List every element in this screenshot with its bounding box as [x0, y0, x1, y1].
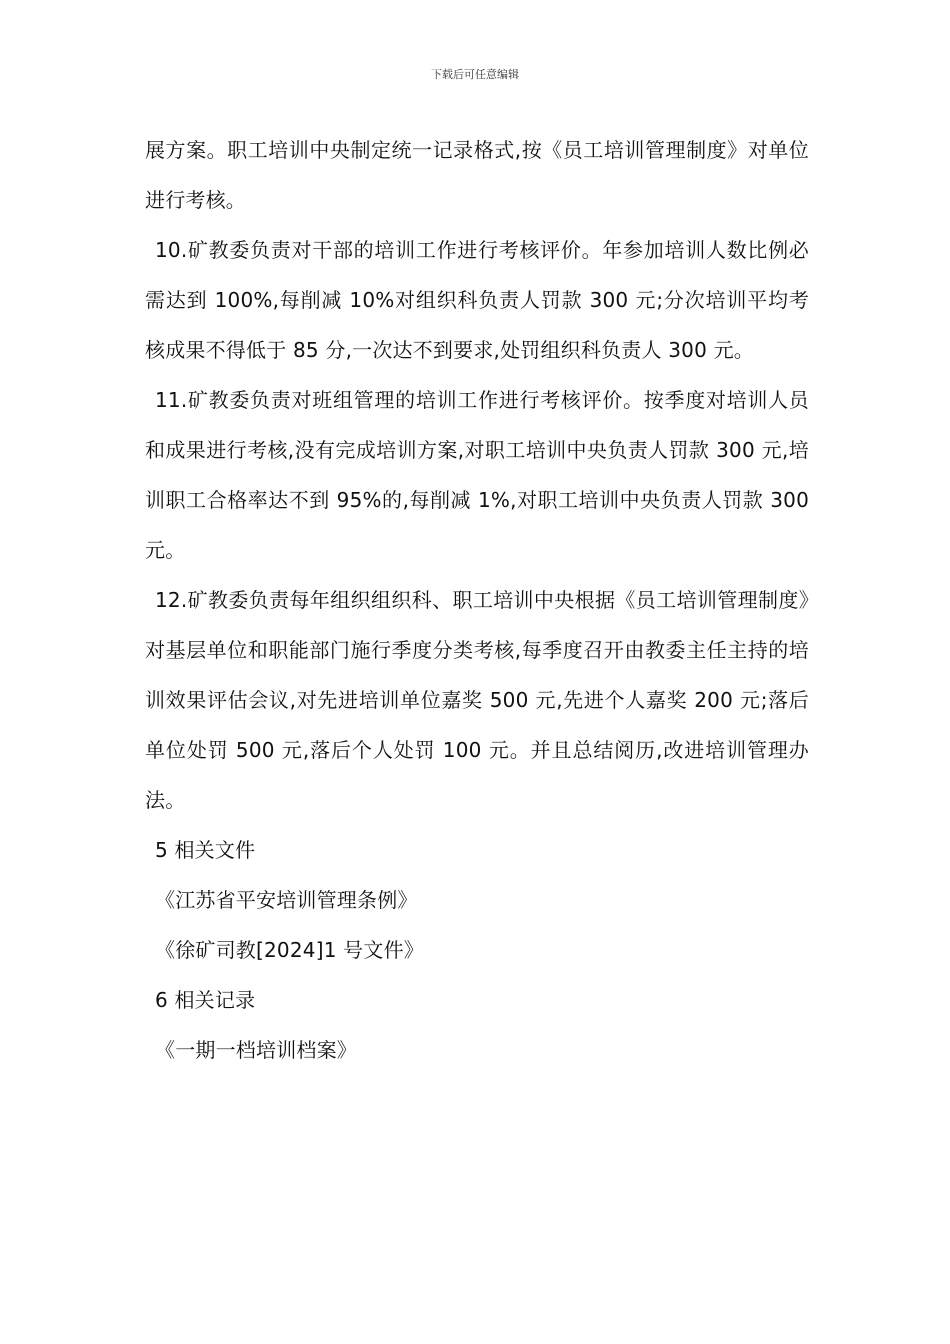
section-5-document-2: 《徐矿司教[2024]1 号文件》 [155, 938, 424, 962]
paragraph-item-11: 11.矿教委负责对班组管理的培训工作进行考核评价。按季度对培训人员和成果进行考核,没有完成培训方案,对职工培训中央负责人罚款 300 元,培训职工合格率达不到 95%的,每削减 1%,对职工培训中央负责人罚款 300 元。 [145, 388, 809, 562]
section-5-heading: 5 相关文件 [155, 838, 256, 862]
paragraph-item-10: 10.矿教委负责对干部的培训工作进行考核评价。年参加培训人数比例必需达到 100%,每削减 10%对组织科负责人罚款 300 元;分次培训平均考核成果不得低于 85 分,一次达不到要求,处罚组织科负责人 300 元。 [145, 238, 809, 362]
paragraph-item-12: 12.矿教委负责每年组织组织科、职工培训中央根据《员工培训管理制度》对基层单位和职能部门施行季度分类考核,每季度召开由教委主任主持的培训效果评估会议,对先进培训单位嘉奖 500 元,先进个人嘉奖 200 元;落后单位处罚 500 元,落后个人处罚 100 元。并且总结阅历,改进培训管理办法。 [145, 588, 809, 812]
document-body [145, 125, 809, 1075]
paragraph-continuation: 展方案。职工培训中央制定统一记录格式,按《员工培训管理制度》对单位进行考核。 [145, 138, 809, 212]
section-5-document-1: 《江苏省平安培训管理条例》 [155, 888, 418, 912]
section-6-heading: 6 相关记录 [155, 988, 256, 1012]
section-6-record-1: 《一期一档培训档案》 [155, 1038, 357, 1062]
page-header-note: 下载后可任意编辑 [431, 68, 519, 81]
